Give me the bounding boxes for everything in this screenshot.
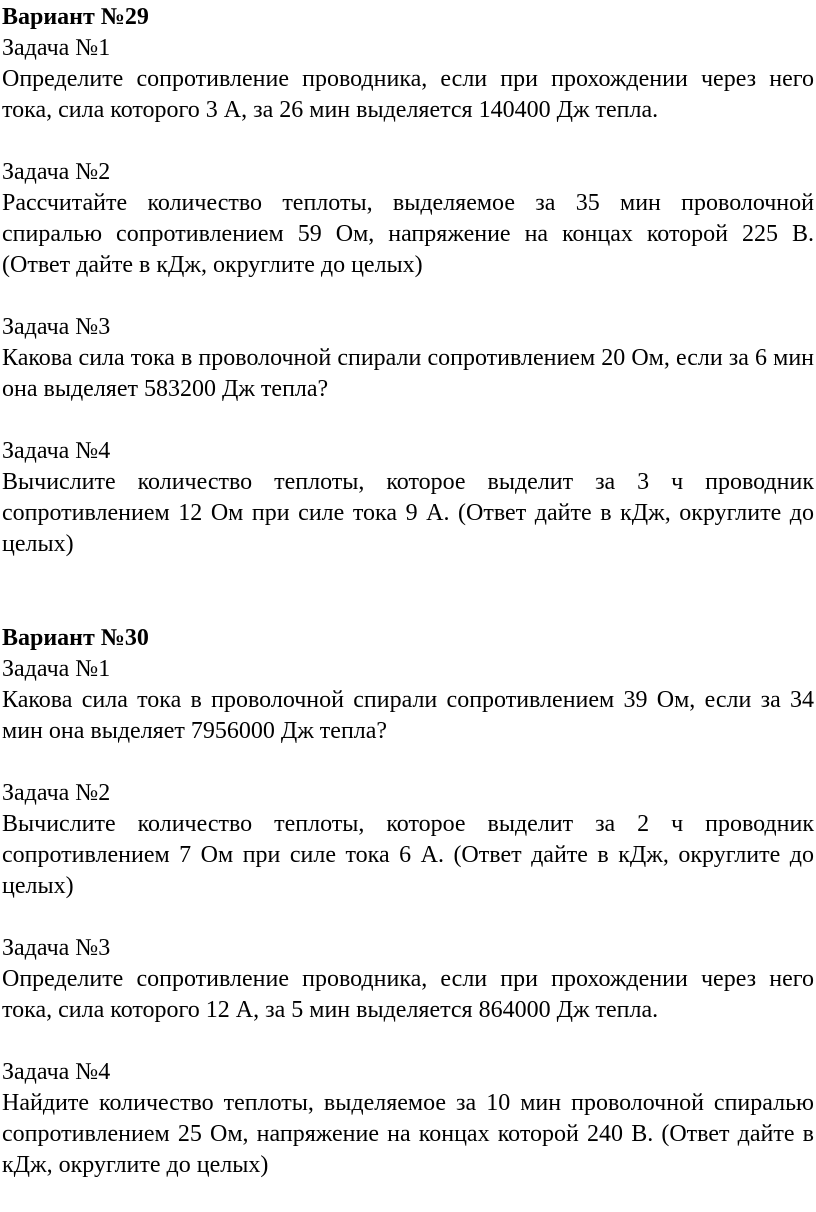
variant-29 bbox=[2, 2, 814, 591]
task-heading: Задача №1 bbox=[2, 35, 111, 61]
task-1 bbox=[2, 654, 814, 747]
task-heading: Задача №1 bbox=[2, 656, 111, 682]
variant-title: Вариант №30 bbox=[2, 625, 149, 651]
task-heading: Задача №2 bbox=[2, 159, 111, 185]
task-2 bbox=[2, 157, 814, 281]
task-3 bbox=[2, 312, 814, 405]
task-heading: Задача №3 bbox=[2, 314, 111, 340]
variant-30 bbox=[2, 623, 814, 1212]
task-text: Рассчитайте количество теплоты, выделяемое за 35 мин проволочной спиралью сопротивлением 59 Ом, напряжение на концах которой 225 В. (Ответ дайте в кДж, округлите до целых) bbox=[2, 190, 814, 278]
task-heading: Задача №4 bbox=[2, 438, 111, 464]
task-heading: Задача №3 bbox=[2, 935, 111, 961]
task-text: Вычислите количество теплоты, которое выделит за 2 ч проводник сопротивлением 7 Ом при силе тока 6 А. (Ответ дайте в кДж, округлите до целых) bbox=[2, 811, 814, 899]
task-4 bbox=[2, 436, 814, 560]
task-4 bbox=[2, 1057, 814, 1181]
task-text: Какова сила тока в проволочной спирали сопротивлением 20 Ом, если за 6 мин она выделяет 583200 Дж тепла? bbox=[2, 345, 814, 402]
task-text: Какова сила тока в проволочной спирали сопротивлением 39 Ом, если за 34 мин она выделяет 7956000 Дж тепла? bbox=[2, 687, 814, 744]
task-heading: Задача №2 bbox=[2, 780, 111, 806]
task-text: Вычислите количество теплоты, которое выделит за 3 ч проводник сопротивлением 12 Ом при силе тока 9 А. (Ответ дайте в кДж, округлите до целых) bbox=[2, 469, 814, 557]
task-text: Найдите количество теплоты, выделяемое за 10 мин проволочной спиралью сопротивлением 25 Ом, напряжение на концах которой 240 В. (Ответ дайте в кДж, округлите до целых) bbox=[2, 1090, 814, 1178]
variant-title: Вариант №29 bbox=[2, 4, 149, 30]
task-3 bbox=[2, 933, 814, 1026]
task-2 bbox=[2, 778, 814, 902]
task-heading: Задача №4 bbox=[2, 1059, 111, 1085]
task-text: Определите сопротивление проводника, если при прохождении через него тока, сила которого 12 А, за 5 мин выделяется 864000 Дж тепла. bbox=[2, 966, 814, 1023]
task-1 bbox=[2, 33, 814, 126]
task-text: Определите сопротивление проводника, если при прохождении через него тока, сила которого 3 А, за 26 мин выделяется 140400 Дж тепла. bbox=[2, 66, 814, 123]
